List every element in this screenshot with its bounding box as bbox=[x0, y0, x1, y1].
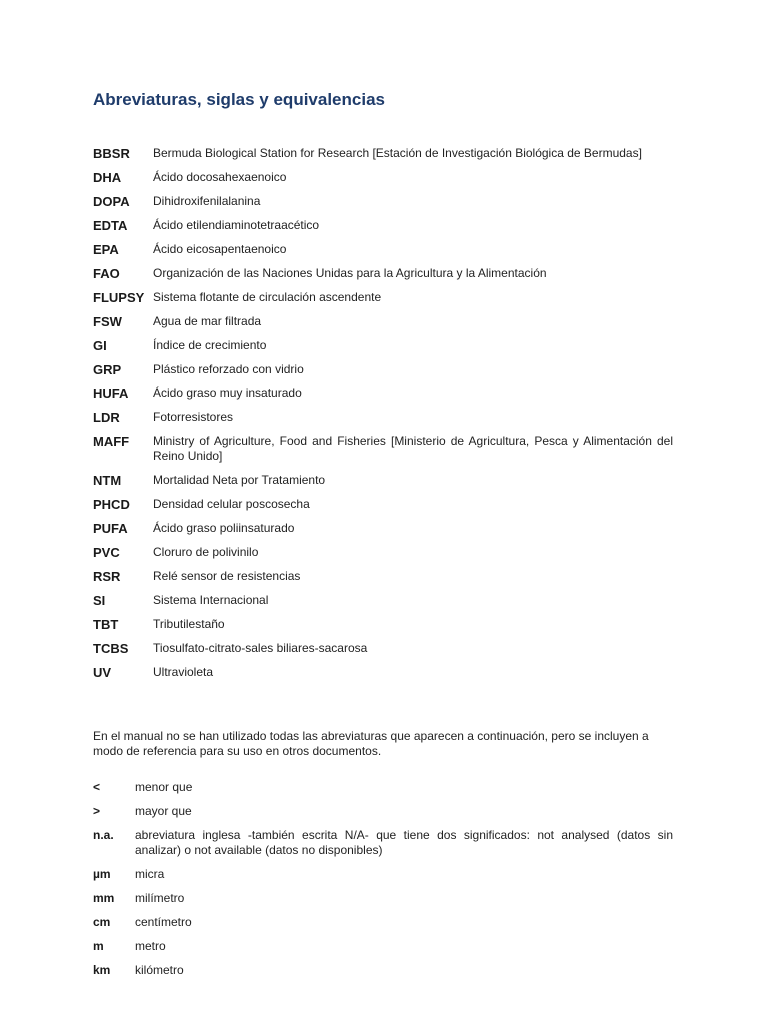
abbreviation-row-definition: Plástico reforzado con vidrio bbox=[153, 362, 304, 376]
symbols-list bbox=[93, 780, 673, 987]
abbreviation-row bbox=[93, 386, 673, 401]
abbreviation-row-definition: Ultravioleta bbox=[153, 665, 214, 679]
symbol-row-definition: kilómetro bbox=[135, 963, 184, 977]
abbreviation-row bbox=[93, 290, 673, 305]
abbreviation-row-term: EPA bbox=[93, 242, 119, 257]
abbreviations-list bbox=[93, 146, 673, 689]
abbreviation-row-definition: Ministry of Agriculture, Food and Fisheries [Ministerio de Agricultura, Pesca y Alimentación del Reino Unido] bbox=[153, 434, 673, 463]
abbreviation-row-definition: Ácido docosahexaenoico bbox=[153, 170, 287, 184]
abbreviation-row-term: PHCD bbox=[93, 497, 130, 512]
abbreviation-row-term: HUFA bbox=[93, 386, 129, 401]
symbol-row bbox=[93, 939, 673, 954]
symbol-row-definition: mayor que bbox=[135, 804, 192, 818]
abbreviation-row-term: LDR bbox=[93, 410, 120, 425]
symbol-row-term: km bbox=[93, 963, 111, 977]
abbreviation-row bbox=[93, 242, 673, 257]
abbreviation-row bbox=[93, 410, 673, 425]
symbol-row-term: µm bbox=[93, 867, 111, 881]
abbreviation-row-term: FSW bbox=[93, 314, 122, 329]
abbreviation-row bbox=[93, 593, 673, 608]
abbreviation-row-definition: Índice de crecimiento bbox=[153, 338, 267, 352]
abbreviation-row bbox=[93, 170, 673, 185]
symbol-row bbox=[93, 828, 673, 858]
symbol-row-term: n.a. bbox=[93, 828, 114, 842]
abbreviation-row bbox=[93, 521, 673, 536]
abbreviation-row-term: SI bbox=[93, 593, 106, 608]
symbol-row-definition: centímetro bbox=[135, 915, 192, 929]
abbreviation-row-definition: Organización de las Naciones Unidas para la Agricultura y la Alimentación bbox=[153, 266, 547, 280]
abbreviation-row-term: EDTA bbox=[93, 218, 128, 233]
symbol-row-term: m bbox=[93, 939, 104, 953]
abbreviation-row-term: NTM bbox=[93, 473, 122, 488]
symbol-row-term: > bbox=[93, 804, 101, 818]
abbreviation-row bbox=[93, 434, 673, 464]
abbreviation-row bbox=[93, 569, 673, 584]
abbreviation-row-term: TCBS bbox=[93, 641, 129, 656]
symbol-row-term: < bbox=[93, 780, 101, 794]
symbol-row-definition: micra bbox=[135, 867, 165, 881]
symbol-row bbox=[93, 915, 673, 930]
abbreviation-row-term: DHA bbox=[93, 170, 122, 185]
symbol-row bbox=[93, 804, 673, 819]
symbol-row bbox=[93, 867, 673, 882]
abbreviation-row-definition: Densidad celular poscosecha bbox=[153, 497, 310, 511]
symbol-row bbox=[93, 891, 673, 906]
abbreviation-row-definition: Fotorresistores bbox=[153, 410, 234, 424]
abbreviation-row bbox=[93, 641, 673, 656]
abbreviation-row bbox=[93, 497, 673, 512]
abbreviation-row-term: MAFF bbox=[93, 434, 130, 449]
symbol-row-definition: abreviatura inglesa -también escrita N/A- que tiene dos significados: not analysed (datos sin analizar) o not available (datos no disponibles) bbox=[135, 828, 673, 857]
abbreviation-row-term: RSR bbox=[93, 569, 121, 584]
abbreviation-row bbox=[93, 146, 673, 161]
abbreviation-row bbox=[93, 266, 673, 281]
abbreviation-row-term: FAO bbox=[93, 266, 120, 281]
abbreviation-row bbox=[93, 314, 673, 329]
symbol-row-definition: menor que bbox=[135, 780, 193, 794]
abbreviation-row-term: BBSR bbox=[93, 146, 130, 161]
abbreviation-row bbox=[93, 362, 673, 377]
abbreviation-row bbox=[93, 338, 673, 353]
abbreviation-row-term: PUFA bbox=[93, 521, 128, 536]
abbreviation-row-definition: Sistema Internacional bbox=[153, 593, 269, 607]
abbreviation-row-term: DOPA bbox=[93, 194, 130, 209]
symbol-row bbox=[93, 780, 673, 795]
abbreviation-row-definition: Ácido etilendiaminotetraacético bbox=[153, 218, 320, 232]
symbol-row-definition: milímetro bbox=[135, 891, 185, 905]
abbreviation-row-definition: Ácido graso poliinsaturado bbox=[153, 521, 295, 535]
abbreviation-row-definition: Cloruro de polivinilo bbox=[153, 545, 259, 559]
abbreviation-row bbox=[93, 218, 673, 233]
reference-note: En el manual no se han utilizado todas las abreviaturas que aparecen a continuación, pero se incluyen a modo de referencia para su uso en otros documentos. bbox=[93, 729, 649, 758]
abbreviation-row-definition: Tiosulfato-citrato-sales biliares-sacarosa bbox=[153, 641, 368, 655]
abbreviation-row-term: GI bbox=[93, 338, 107, 353]
symbol-row-definition: metro bbox=[135, 939, 166, 953]
abbreviation-row-definition: Agua de mar filtrada bbox=[153, 314, 262, 328]
abbreviation-row bbox=[93, 617, 673, 632]
symbol-row-term: mm bbox=[93, 891, 115, 905]
abbreviation-row-definition: Bermuda Biological Station for Research [Estación de Investigación Biológica de Bermudas] bbox=[153, 146, 642, 160]
abbreviation-row-term: GRP bbox=[93, 362, 122, 377]
abbreviation-row-definition: Dihidroxifenilalanina bbox=[153, 194, 261, 208]
abbreviation-row-definition: Sistema flotante de circulación ascendente bbox=[153, 290, 382, 304]
symbol-row bbox=[93, 963, 673, 978]
abbreviation-row bbox=[93, 473, 673, 488]
abbreviation-row bbox=[93, 545, 673, 560]
abbreviation-row bbox=[93, 665, 673, 680]
symbol-row-term: cm bbox=[93, 915, 111, 929]
abbreviation-row bbox=[93, 194, 673, 209]
page-title: Abreviaturas, siglas y equivalencias bbox=[93, 90, 385, 109]
abbreviation-row-definition: Mortalidad Neta por Tratamiento bbox=[153, 473, 326, 487]
abbreviation-row-term: PVC bbox=[93, 545, 120, 560]
abbreviation-row-term: FLUPSY bbox=[93, 290, 145, 305]
abbreviation-row-definition: Ácido graso muy insaturado bbox=[153, 386, 302, 400]
abbreviation-row-definition: Relé sensor de resistencias bbox=[153, 569, 301, 583]
abbreviation-row-term: TBT bbox=[93, 617, 119, 632]
abbreviation-row-definition: Tributilestaño bbox=[153, 617, 225, 631]
abbreviation-row-definition: Ácido eicosapentaenoico bbox=[153, 242, 287, 256]
abbreviation-row-term: UV bbox=[93, 665, 112, 680]
